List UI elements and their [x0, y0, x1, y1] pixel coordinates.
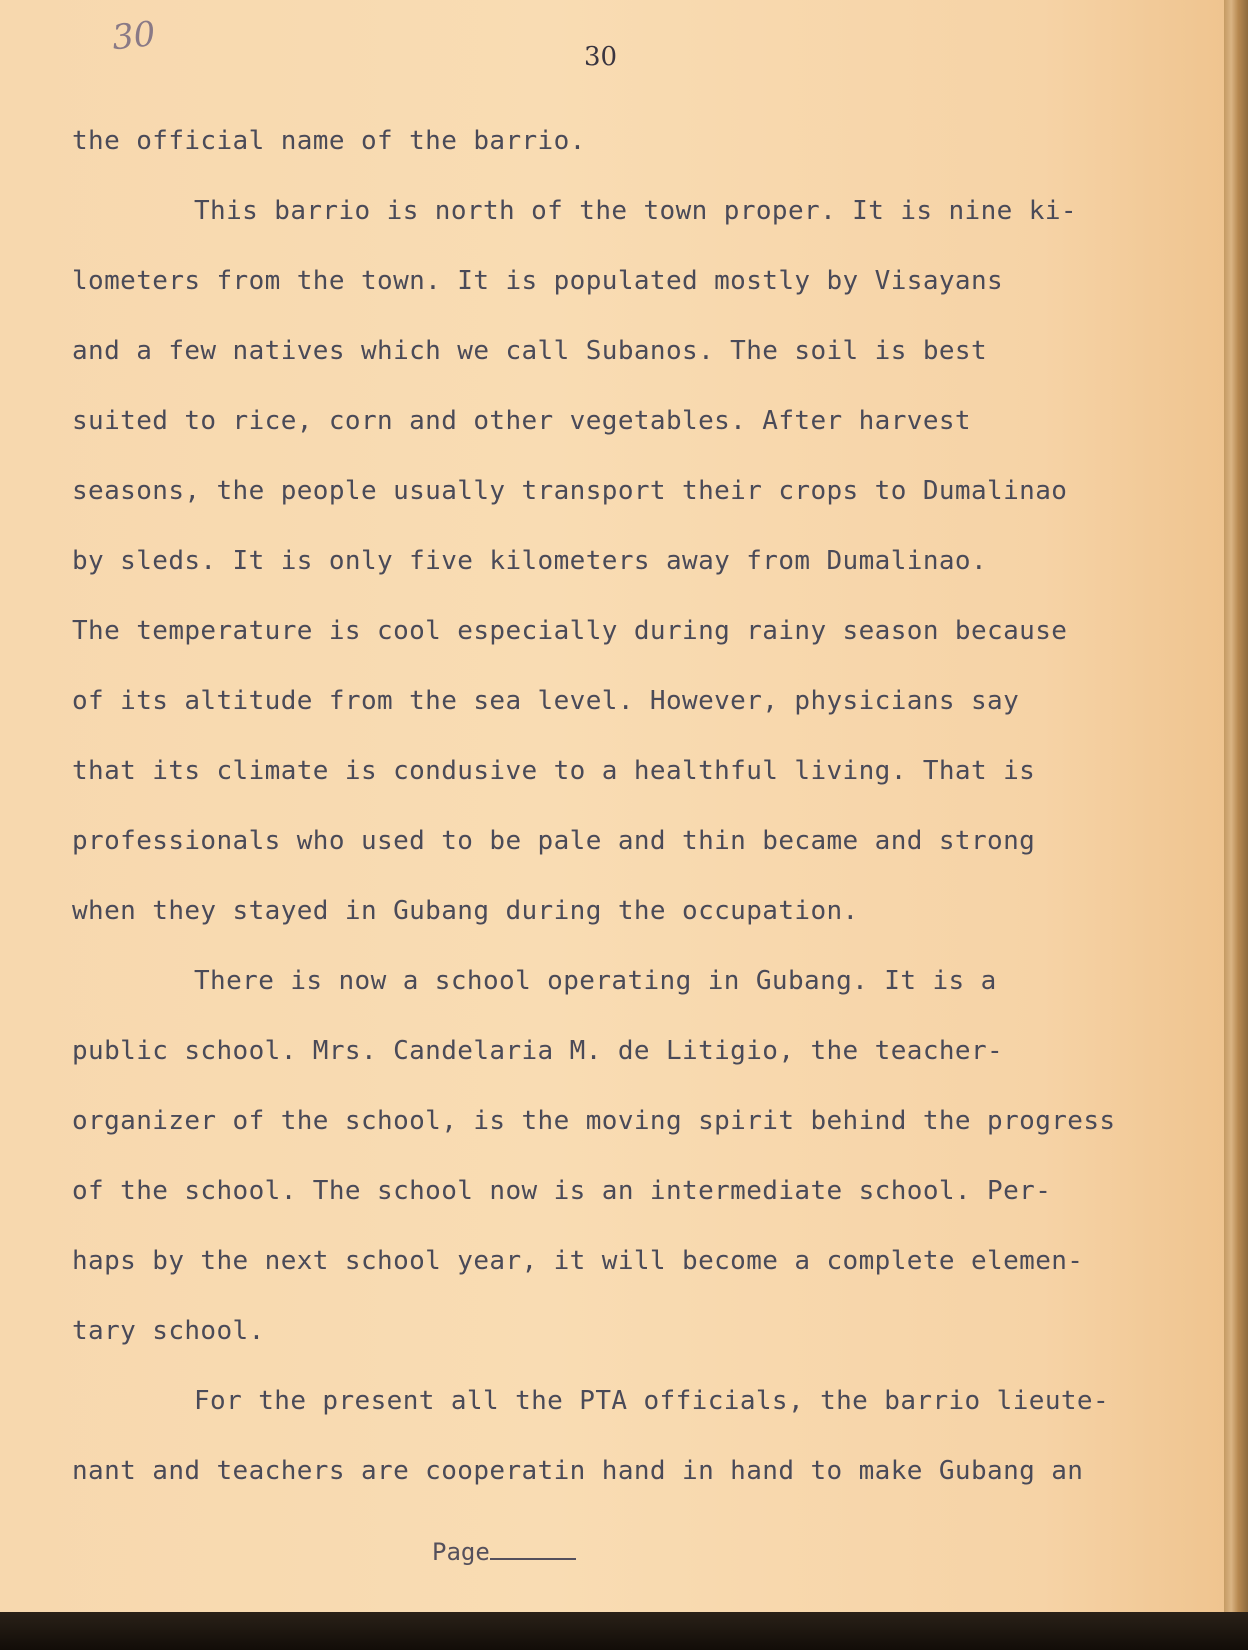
text-line: public school. Mrs. Candelaria M. de Litigio, the teacher- — [72, 1036, 1004, 1066]
text-line: that its climate is condusive to a healthful living. That is — [72, 756, 1036, 786]
scan-bottom-border — [0, 1612, 1248, 1650]
text-line: by sleds. It is only five kilometers away from Dumalinao. — [72, 546, 988, 576]
text-line: tary school. — [72, 1316, 265, 1346]
text-line: lometers from the town. It is populated mostly by Visayans — [72, 266, 1004, 296]
text-line: of its altitude from the sea level. However, physicians say — [72, 686, 1020, 716]
text-line: the official name of the barrio. — [72, 126, 586, 156]
text-line: of the school. The school now is an intermediate school. Per- — [72, 1176, 1052, 1206]
text-line: nant and teachers are cooperatin hand in hand to make Gubang an — [72, 1456, 1084, 1486]
handwritten-folio-number: 30 — [110, 14, 158, 59]
text-line: There is now a school operating in Gubang. It is a — [194, 966, 997, 996]
typed-body-text — [72, 106, 1212, 1506]
page-number: 30 — [584, 42, 618, 72]
text-line: For the present all the PTA officials, the barrio lieute- — [194, 1386, 1110, 1416]
text-line: seasons, the people usually transport their crops to Dumalinao — [72, 476, 1068, 506]
binding-edge — [1224, 0, 1248, 1650]
text-line: organizer of the school, is the moving spirit behind the progress — [72, 1106, 1116, 1136]
text-line: and a few natives which we call Subanos. The soil is best — [72, 336, 988, 366]
text-line: This barrio is north of the town proper. It is nine ki- — [194, 196, 1077, 226]
text-line: suited to rice, corn and other vegetables. After harvest — [72, 406, 971, 436]
page-footer — [432, 1532, 612, 1572]
text-line: professionals who used to be pale and thin became and strong — [72, 826, 1036, 856]
text-line: when they stayed in Gubang during the occupation. — [72, 896, 859, 926]
text-line: haps by the next school year, it will become a complete elemen- — [72, 1246, 1084, 1276]
footer-page-blank — [490, 1536, 576, 1560]
footer-page-label: Page — [432, 1538, 490, 1566]
text-line: The temperature is cool especially during rainy season because — [72, 616, 1068, 646]
